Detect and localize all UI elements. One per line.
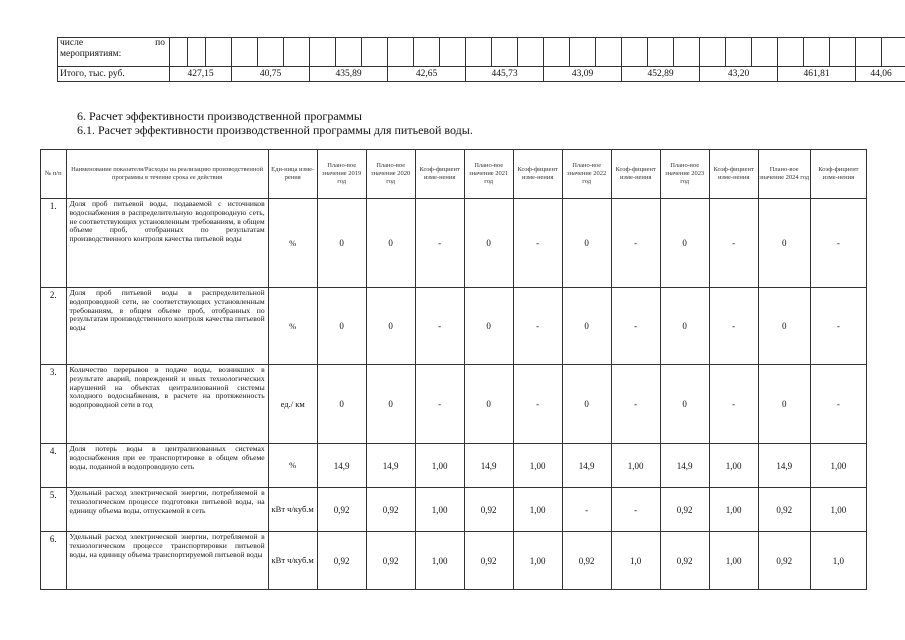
value-cell: - bbox=[513, 199, 562, 288]
header-row bbox=[41, 150, 867, 199]
column-header: № п/п bbox=[41, 150, 67, 199]
column-header: Плано-вое значение 2024 год bbox=[758, 150, 810, 199]
column-header: Еди-ница изме-рения bbox=[268, 150, 317, 199]
value-cell: 0 bbox=[758, 199, 810, 288]
value-cell: 1,00 bbox=[513, 488, 562, 532]
row-number: 6. bbox=[41, 532, 67, 590]
value-cell: 0 bbox=[758, 365, 810, 444]
value-cell: - bbox=[513, 365, 562, 444]
value-cell: - bbox=[415, 288, 464, 365]
value-cell: 0,92 bbox=[317, 532, 366, 590]
value-cell: 0,92 bbox=[366, 488, 415, 532]
total-label: Итого, тыс. руб. bbox=[58, 67, 170, 82]
value-cell: - bbox=[562, 488, 611, 532]
value-cell: 1,00 bbox=[415, 488, 464, 532]
total-value: 43,09 bbox=[544, 67, 622, 82]
value-cell: 0 bbox=[366, 199, 415, 288]
unit-cell: кВт ч/куб.м bbox=[268, 532, 317, 590]
value-cell: 0 bbox=[366, 288, 415, 365]
value-cell: 1,00 bbox=[709, 488, 758, 532]
indicator-name: Удельный расход электрической энергии, потребляемой в технологическом процессе подготовки питьевой воды, на единицу объема воды, отпускаемой в сеть bbox=[66, 488, 268, 532]
value-cell: 0 bbox=[660, 288, 709, 365]
value-cell: 14,9 bbox=[562, 444, 611, 488]
value-cell: 1,0 bbox=[810, 532, 866, 590]
total-value: 42,65 bbox=[388, 67, 466, 82]
unit-cell: ед./ км bbox=[268, 365, 317, 444]
row-number: 5. bbox=[41, 488, 67, 532]
column-header: Плано-вое значение 2019 год bbox=[317, 150, 366, 199]
value-cell: 0,92 bbox=[317, 488, 366, 532]
value-cell: 1,0 bbox=[611, 532, 660, 590]
total-value: 427,15 bbox=[170, 67, 232, 82]
total-value: 40,75 bbox=[232, 67, 310, 82]
indicator-name: Доля проб питьевой воды, подаваемой с источников водоснабжения в распределительную водопроводную сеть, не соответствующих установленным требованиям, в общем объеме проб, отобранных по результатам производственного контроля качества питьевой воды bbox=[66, 199, 268, 288]
total-value: 44,06 bbox=[856, 67, 905, 82]
column-header: Коэф-фициент изме-нения bbox=[709, 150, 758, 199]
value-cell: 0,92 bbox=[758, 532, 810, 590]
value-cell: 0 bbox=[317, 365, 366, 444]
value-cell: 0,92 bbox=[562, 532, 611, 590]
value-cell: - bbox=[611, 288, 660, 365]
value-cell: 0 bbox=[562, 288, 611, 365]
row-number: 3. bbox=[41, 365, 67, 444]
column-header: Коэф-фициент изме-нения bbox=[810, 150, 866, 199]
value-cell: - bbox=[611, 488, 660, 532]
value-cell: - bbox=[513, 288, 562, 365]
value-cell: 14,9 bbox=[464, 444, 513, 488]
value-cell: 1,00 bbox=[611, 444, 660, 488]
total-value: 43,20 bbox=[700, 67, 778, 82]
row-label: числе по мероприятиям: bbox=[58, 38, 170, 67]
value-cell: - bbox=[709, 199, 758, 288]
unit-cell: % bbox=[268, 199, 317, 288]
value-cell: 0,92 bbox=[366, 532, 415, 590]
column-header: Плано-вое значение 2022 год bbox=[562, 150, 611, 199]
value-cell: 1,00 bbox=[415, 444, 464, 488]
column-header: Наименование показателя/Расходы на реализацию производственной программы в течение срока ее действия bbox=[66, 150, 268, 199]
total-value: 461,81 bbox=[778, 67, 856, 82]
table-row bbox=[41, 444, 867, 488]
value-cell: 0 bbox=[464, 365, 513, 444]
value-cell: - bbox=[611, 199, 660, 288]
value-cell: 0,92 bbox=[758, 488, 810, 532]
row-number: 2. bbox=[41, 288, 67, 365]
section-title: 6. Расчет эффективности производственной программы bbox=[77, 109, 362, 123]
total-value: 445,73 bbox=[466, 67, 544, 82]
unit-cell: кВт ч/куб.м bbox=[268, 488, 317, 532]
column-header: Коэф-фициент изме-нения bbox=[513, 150, 562, 199]
value-cell: - bbox=[611, 365, 660, 444]
value-cell: 14,9 bbox=[660, 444, 709, 488]
table-row bbox=[41, 532, 867, 590]
value-cell: 1,00 bbox=[810, 444, 866, 488]
indicator-name: Количество перерывов в подаче воды, возникших в результате аварий, повреждений и иных технологических нарушений на объектах централизованной системы холодного водоснабжения, в расчете на протяженность водопроводной сети в год bbox=[66, 365, 268, 444]
column-header: Коэф-фициент изме-нения bbox=[415, 150, 464, 199]
table-row bbox=[41, 199, 867, 288]
value-cell: - bbox=[810, 199, 866, 288]
row-number: 4. bbox=[41, 444, 67, 488]
table-row bbox=[41, 488, 867, 532]
value-cell: 0 bbox=[366, 365, 415, 444]
indicator-name: Доля потерь воды в централизованных системах водоснабжения при ее транспортировке в общем объеме воды, поданной в водопроводную сеть bbox=[66, 444, 268, 488]
column-header: Плано-вое значение 2021 год bbox=[464, 150, 513, 199]
value-cell: 1,00 bbox=[810, 488, 866, 532]
value-cell: 0,92 bbox=[660, 532, 709, 590]
value-cell: 0 bbox=[758, 288, 810, 365]
value-cell: 14,9 bbox=[317, 444, 366, 488]
value-cell: 0 bbox=[464, 199, 513, 288]
value-cell: 0,92 bbox=[464, 532, 513, 590]
value-cell: - bbox=[415, 199, 464, 288]
column-header: Плано-вое значение 2023 год bbox=[660, 150, 709, 199]
column-header: Коэф-фициент изме-нения bbox=[611, 150, 660, 199]
value-cell: - bbox=[810, 365, 866, 444]
indicator-name: Удельный расход электрической энергии, потребляемой в технологическом процессе транспортировки питьевой воды, на единицу объема транспортируемой питьевой воды bbox=[66, 532, 268, 590]
value-cell: 1,00 bbox=[513, 444, 562, 488]
table-row bbox=[41, 365, 867, 444]
total-row bbox=[58, 67, 905, 82]
unit-cell: % bbox=[268, 288, 317, 365]
value-cell: 0 bbox=[464, 288, 513, 365]
table-row bbox=[41, 288, 867, 365]
value-cell: 0 bbox=[562, 199, 611, 288]
value-cell: 0,92 bbox=[464, 488, 513, 532]
indicator-name: Доля проб питьевой воды в распределительной водопроводной сети, не соответствующих установленным требованиям, в общем объеме проб, отобранных по результатам производственного контроля качества питьевой воды bbox=[66, 288, 268, 365]
efficiency-table bbox=[40, 149, 867, 590]
value-cell: - bbox=[810, 288, 866, 365]
value-cell: 0 bbox=[317, 288, 366, 365]
column-header: Плано-вое значение 2020 год bbox=[366, 150, 415, 199]
previous-table-fragment bbox=[57, 37, 905, 82]
value-cell: 0 bbox=[562, 365, 611, 444]
value-cell: 1,00 bbox=[415, 532, 464, 590]
value-cell: 1,00 bbox=[709, 532, 758, 590]
unit-cell: % bbox=[268, 444, 317, 488]
table-row bbox=[58, 38, 905, 67]
value-cell: 14,9 bbox=[758, 444, 810, 488]
value-cell: 0 bbox=[660, 365, 709, 444]
value-cell: 0 bbox=[317, 199, 366, 288]
value-cell: 1,00 bbox=[709, 444, 758, 488]
subsection-title: 6.1. Расчет эффективности производственной программы для питьевой воды. bbox=[77, 123, 473, 137]
value-cell: 14,9 bbox=[366, 444, 415, 488]
value-cell: 1,00 bbox=[513, 532, 562, 590]
value-cell: - bbox=[709, 288, 758, 365]
total-value: 452,89 bbox=[622, 67, 700, 82]
value-cell: - bbox=[415, 365, 464, 444]
row-number: 1. bbox=[41, 199, 67, 288]
value-cell: 0 bbox=[660, 199, 709, 288]
total-value: 435,89 bbox=[310, 67, 388, 82]
value-cell: 0,92 bbox=[660, 488, 709, 532]
value-cell: - bbox=[709, 365, 758, 444]
